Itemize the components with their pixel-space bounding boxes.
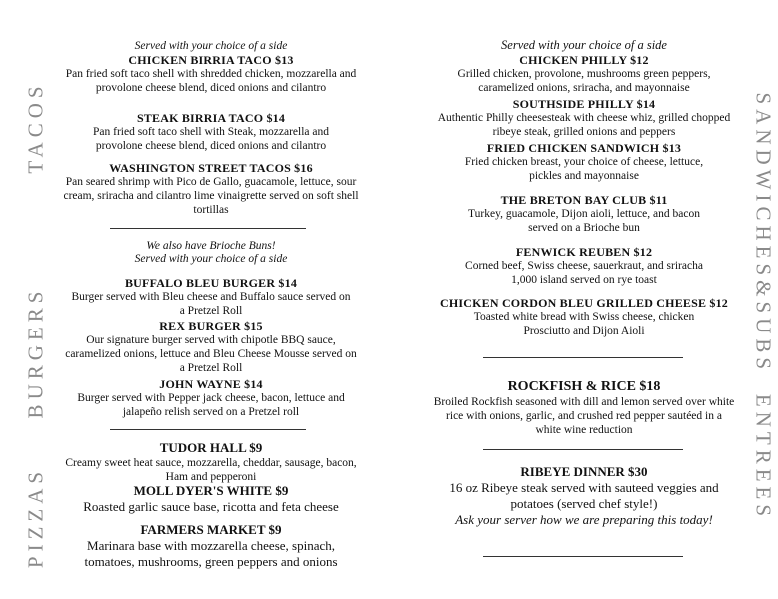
right-column [433,0,735,599]
item-description: Pan fried soft taco shell with shredded chicken, mozzarella and provolone cheese blend, diced onions and cilantro [65,68,357,94]
item-title: FARMERS MARKET $9 [140,522,282,537]
item-title: WASHINGTON STREET TACOS $16 [109,161,313,175]
sandwiches-section-label: SANDWICHES&SUBS [751,92,776,375]
item-description: Our signature burger served with chipotle BBQ sauce, caramelized onions, lettuce and Bleu Cheese Mousse served on a Pretzel Roll [65,334,357,374]
tacos-side-note: Served with your choice of a side [134,40,288,52]
item-description: Broiled Rockfish seasoned with dill and lemon served over white rice with onions, garlic, and crushed red pepper sautéed in a white wine reduction [433,396,735,436]
item-description: Roasted garlic sauce base, ricotta and feta cheese [83,499,339,514]
item-description: Turkey, guacamole, Dijon aioli, lettuce, and bacon served on a Brioche bun [468,208,700,234]
menu-item [52,377,370,419]
section-divider [483,357,683,358]
item-description: Fried chicken breast, your choice of cheese, lettuce, pickles and mayonnaise [464,156,704,182]
item-description: Pan fried soft taco shell with Steak, mozzarella and provolone cheese blend, diced onions and cilantro [93,126,329,152]
item-description: Pan seared shrimp with Pico de Gallo, guacamole, lettuce, sour cream, sriracha and cilantro lime vinaigrette served on soft shell tortillas [63,176,359,216]
pizzas-section-label: PIZZAS [23,466,48,569]
menu-item [433,379,735,437]
menu-item [445,53,723,95]
item-description: Burger served with Pepper jack cheese, bacon, lettuce and jalapeño relish served on a Pretzel roll [77,392,345,418]
item-description: Corned beef, Swiss cheese, sauerkraut, and sriracha 1,000 island served on rye toast [465,260,703,286]
item-description: Marinara base with mozzarella cheese, spinach, tomatoes, mushrooms, green peppers and onions [84,538,338,569]
item-title: CHICKEN CORDON BLEU GRILLED CHEESE $12 [440,296,728,310]
item-title: TUDOR HALL $9 [159,440,263,455]
sandwiches-side-note: Served with your choice of a side [501,38,667,52]
item-description: Creamy sweet heat sauce, mozzarella, cheddar, sausage, bacon, Ham and pepperoni [65,457,357,483]
tacos-section-label: TACOS [23,81,48,174]
burgers-section-label: BURGERS [23,286,48,419]
item-description: 16 oz Ribeye steak served with sauteed veggies and potatoes (served chef style!) [449,480,719,511]
section-divider [483,449,683,450]
item-title: STEAK BIRRIA TACO $14 [136,111,286,125]
menu-item [437,97,731,139]
entrees-section-label: ENTREES [751,393,776,522]
item-title: SOUTHSIDE PHILLY $14 [512,97,656,111]
item-title: FRIED CHICKEN SANDWICH $13 [486,141,682,155]
burgers-side-note: Served with your choice of a side [134,253,288,265]
menu-item [440,296,728,338]
menu-item [445,141,723,183]
server-note: Ask your server how we are preparing this today! [455,512,713,527]
brioche-note: We also have Brioche Buns! [146,240,276,252]
menu-item [52,483,370,515]
menu-item [52,53,370,95]
section-divider [110,228,306,229]
item-description: Toasted white bread with Swiss cheese, chicken Prosciutto and Dijon Aioli [473,311,695,337]
menu-item [445,245,723,287]
menu-item [52,319,370,375]
menu-item [445,464,723,528]
left-column [52,0,370,599]
item-title: JOHN WAYNE $14 [159,377,263,391]
menu-item [52,440,370,484]
item-description: Grilled chicken, provolone, mushrooms green peppers, caramelized onions, sriracha, and mayonnaise [457,68,711,94]
item-description: Authentic Philly cheesesteak with cheese whiz, grilled chopped ribeye steak, grilled onions and peppers [437,112,731,138]
section-divider [483,556,683,557]
item-title: RIBEYE DINNER $30 [520,464,648,479]
item-title: CHICKEN BIRRIA TACO $13 [128,53,294,67]
menu-item [52,111,370,153]
item-title: THE BRETON BAY CLUB $11 [500,193,668,207]
item-title: FENWICK REUBEN $12 [515,245,653,259]
item-title: BUFFALO BLEU BURGER $14 [124,276,298,290]
item-description: Burger served with Bleu cheese and Buffalo sauce served on a Pretzel Roll [71,291,351,317]
section-divider [110,429,306,430]
item-title: ROCKFISH & RICE $18 [507,379,661,394]
menu-item [445,193,723,235]
menu-item [52,161,370,217]
item-title: REX BURGER $15 [159,319,263,333]
menu-item [52,276,370,318]
item-title: MOLL DYER'S WHITE $9 [133,483,289,498]
item-title: CHICKEN PHILLY $12 [519,53,649,67]
menu-item [52,522,370,570]
